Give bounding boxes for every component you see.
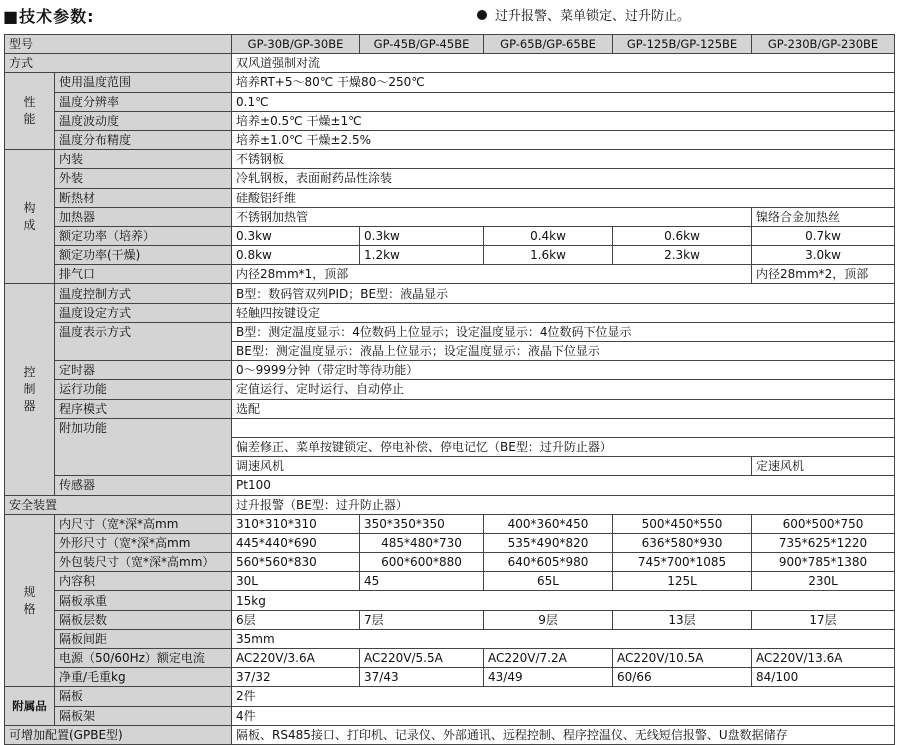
cell-value: 65L [484,572,613,591]
row-label: 温度分布精度 [55,130,232,149]
cell-value: AC220V/13.6A [752,649,895,668]
cell-value: 0.6kw [613,226,752,245]
row-label: 加热器 [55,207,232,226]
row-value: 选配 [232,399,895,418]
cell-value: 7层 [360,610,484,629]
row-value: 35mm [232,629,895,648]
cell-value: 0.3kw [360,226,484,245]
row-label: 断热材 [55,188,232,207]
feature-note-text: 过升报警、菜单锁定、过升防止。 [495,9,691,24]
cell-value: 30L [232,572,360,591]
cell-value: 560*560*830 [232,553,360,572]
optional-value: 隔板、RS485接口、打印机、记录仪、外部通讯、远程控制、程序控温仪、无线短信报警、U盘数据储存 [232,725,895,744]
row-value: 培养RT+5～80℃ 干燥80～250℃ [232,73,895,92]
cell-value: 45 [360,572,484,591]
row-value: 内径28mm*1，顶部 [232,265,752,284]
row-value: 内径28mm*2，顶部 [752,265,895,284]
cell-value: 84/100 [752,668,895,687]
cell-value: 600*500*750 [752,514,895,533]
row-value: 4件 [232,706,895,725]
table-row [5,284,895,303]
category-accessories: 附属品 [5,687,55,725]
table-row [5,226,895,245]
model-header: GP-65B/GP-65BE [484,35,613,54]
cell-value: 3.0kw [752,246,895,265]
category-construction: 构成 [5,150,55,284]
cell-value: 37/32 [232,668,360,687]
row-value: 定速风机 [752,457,895,476]
row-label: 使用温度范围 [55,73,232,92]
cell-value: 0.4kw [484,226,613,245]
table-row [5,361,895,380]
row-label: 隔板间距 [55,629,232,648]
cell-value: 230L [752,572,895,591]
table-row [5,495,895,514]
row-value: 培养±0.5℃ 干燥±1℃ [232,111,895,130]
row-label: 净重/毛重kg [55,668,232,687]
row-value: 15kg [232,591,895,610]
table-row [5,687,895,706]
table-row [5,111,895,130]
row-label: 内容积 [55,572,232,591]
row-value: 2件 [232,687,895,706]
row-label: 外形尺寸（宽*深*高mm [55,533,232,552]
cell-value: 2.3kw [613,246,752,265]
table-row [5,476,895,495]
table-row [5,73,895,92]
row-value: 培养±1.0℃ 干燥±2.5% [232,130,895,149]
row-label: 额定功率（培养） [55,226,232,245]
table-row [5,591,895,610]
table-row [5,553,895,572]
cell-value: 500*450*550 [613,514,752,533]
row-value: 不锈钢加热管 [232,207,752,226]
cell-value: 735*625*1220 [752,533,895,552]
row-label: 运行功能 [55,380,232,399]
table-row [5,246,895,265]
row-value [232,418,895,437]
cell-value: 43/49 [484,668,613,687]
model-header: GP-125B/GP-125BE [613,35,752,54]
cell-value: 0.7kw [752,226,895,245]
cell-value: 640*605*980 [484,553,613,572]
table-row [5,169,895,188]
row-label: 额定功率(干燥) [55,246,232,265]
row-label: 外包装尺寸（宽*深*高mm） [55,553,232,572]
feature-note [477,5,690,24]
row-value: 0.1℃ [232,92,895,111]
table-row [5,130,895,149]
row-value: 冷轧钢板，表面耐药品性涂装 [232,169,895,188]
cell-value: 445*440*690 [232,533,360,552]
row-value: 调速风机 [232,457,752,476]
row-value: B型：数码管双列PID；BE型：液晶显示 [232,284,895,303]
row-value: 镍络合金加热丝 [752,207,895,226]
model-header: GP-230B/GP-230BE [752,35,895,54]
cell-value: 9层 [484,610,613,629]
table-row [5,418,895,437]
method-label: 方式 [5,54,232,73]
cell-value: 1.6kw [484,246,613,265]
table-row [5,380,895,399]
row-label: 温度表示方式 [55,322,232,360]
row-label: 隔板架 [55,706,232,725]
category-spec: 规格 [5,514,55,687]
row-label: 温度控制方式 [55,284,232,303]
row-label: 隔板承重 [55,591,232,610]
table-row-model [5,35,895,54]
table-row [5,303,895,322]
cell-value: 0.8kw [232,246,360,265]
bullet-dot-icon [477,10,487,20]
model-header: GP-45B/GP-45BE [360,35,484,54]
row-label: 外装 [55,169,232,188]
page-header [0,0,900,34]
table-row [5,629,895,648]
row-label: 温度设定方式 [55,303,232,322]
cell-value: 125L [613,572,752,591]
row-label: 隔板层数 [55,610,232,629]
category-control: 控制器 [5,284,55,495]
cell-value: 745*700*1085 [613,553,752,572]
cell-value: AC220V/10.5A [613,649,752,668]
row-value: 轻触四按键设定 [232,303,895,322]
table-row [5,514,895,533]
row-label: 定时器 [55,361,232,380]
row-value: 0～9999分钟（带定时等待功能） [232,361,895,380]
cell-value: 1.2kw [360,246,484,265]
row-label: 排气口 [55,265,232,284]
optional-label: 可增加配置(GPBE型) [5,725,232,744]
row-label: 内尺寸（宽*深*高mm [55,514,232,533]
table-row [5,533,895,552]
row-label: 隔板 [55,687,232,706]
row-value: 定值运行、定时运行、自动停止 [232,380,895,399]
table-row [5,668,895,687]
row-value: 偏差修正、菜单按键锁定、停电补偿、停电记忆（BE型：过升防止器） [232,437,895,456]
section-title: ■技术参数: [3,7,95,26]
table-row [5,399,895,418]
row-label: 附加功能 [55,418,232,476]
table-row [5,706,895,725]
cell-value: 310*310*310 [232,514,360,533]
row-value: 硅酸铝纤维 [232,188,895,207]
model-header: GP-30B/GP-30BE [232,35,360,54]
method-value: 双风道强制对流 [232,54,895,73]
model-label: 型号 [5,35,232,54]
table-row [5,649,895,668]
table-row [5,572,895,591]
cell-value: 6层 [232,610,360,629]
cell-value: 600*600*880 [360,553,484,572]
safety-value: 过升报警（BE型：过升防止器） [232,495,895,514]
table-row [5,92,895,111]
table-row [5,54,895,73]
spec-table [4,34,895,745]
cell-value: 17层 [752,610,895,629]
row-label: 内装 [55,150,232,169]
cell-value: AC220V/5.5A [360,649,484,668]
table-row [5,610,895,629]
cell-value: 350*350*350 [360,514,484,533]
row-value: Pt100 [232,476,895,495]
cell-value: AC220V/3.6A [232,649,360,668]
row-value: BE型：测定温度显示：液晶上位显示；设定温度显示：液晶下位显示 [232,342,895,361]
category-performance: 性能 [5,73,55,150]
table-row [5,150,895,169]
row-label: 温度分辨率 [55,92,232,111]
row-value: B型：测定温度显示：4位数码上位显示；设定温度显示：4位数码下位显示 [232,322,895,341]
cell-value: 13层 [613,610,752,629]
table-row [5,265,895,284]
table-row [5,188,895,207]
cell-value: 37/43 [360,668,484,687]
cell-value: 535*490*820 [484,533,613,552]
row-label: 温度波动度 [55,111,232,130]
cell-value: AC220V/7.2A [484,649,613,668]
cell-value: 485*480*730 [360,533,484,552]
cell-value: 0.3kw [232,226,360,245]
cell-value: 60/66 [613,668,752,687]
row-label: 电源（50/60Hz）额定电流 [55,649,232,668]
table-row [5,725,895,744]
table-row [5,322,895,341]
row-label: 程序模式 [55,399,232,418]
safety-label: 安全装置 [5,495,232,514]
cell-value: 900*785*1380 [752,553,895,572]
table-row [5,207,895,226]
row-label: 传感器 [55,476,232,495]
cell-value: 400*360*450 [484,514,613,533]
row-value: 不锈钢板 [232,150,895,169]
cell-value: 636*580*930 [613,533,752,552]
